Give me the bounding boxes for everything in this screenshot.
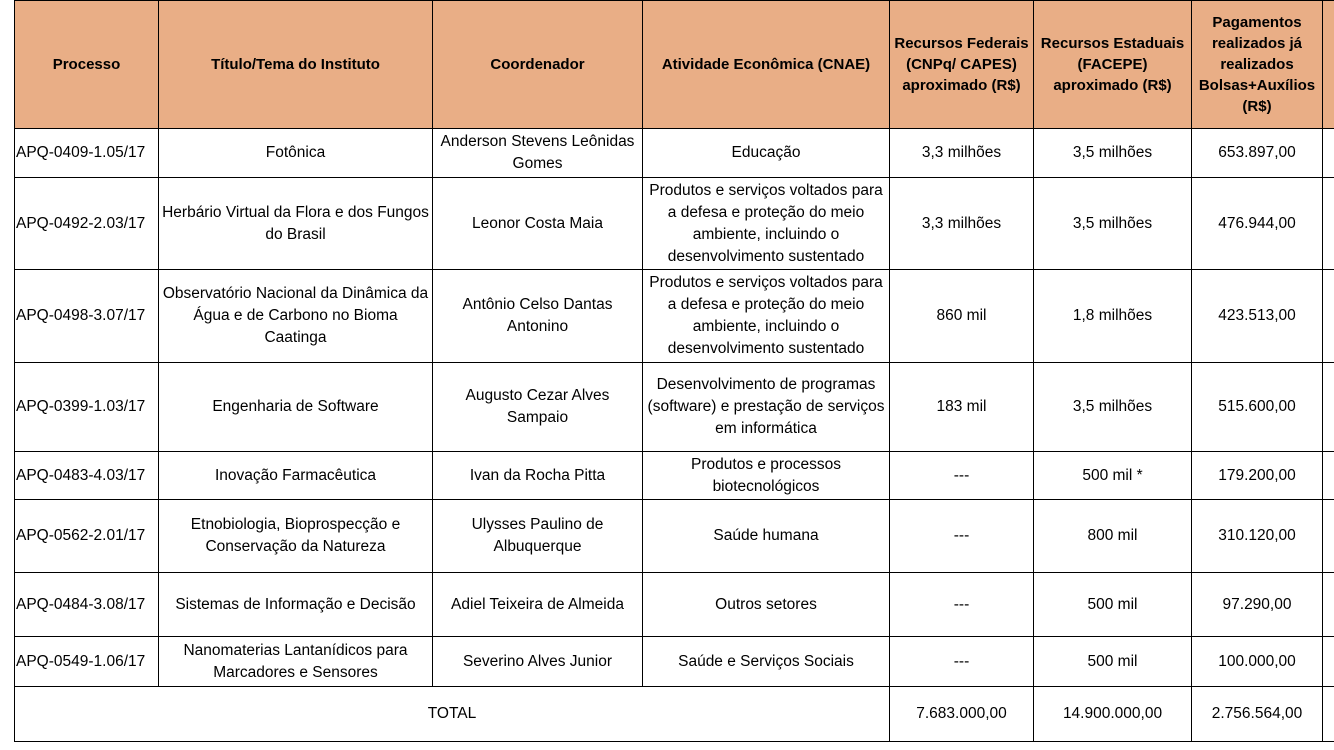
cell-pagamentos: 653.897,00 bbox=[1192, 129, 1323, 178]
header-coordenador: Coordenador bbox=[433, 1, 643, 129]
cell-processo: APQ-0562-2.01/17 bbox=[15, 500, 159, 573]
cell-cut bbox=[1323, 687, 1334, 742]
cell-estaduais: 500 mil bbox=[1034, 573, 1192, 637]
header-cut-column bbox=[1323, 1, 1334, 129]
cell-estaduais: 3,5 milhões bbox=[1034, 178, 1192, 270]
cell-federais: 3,3 milhões bbox=[890, 129, 1034, 178]
cell-pagamentos: 100.000,00 bbox=[1192, 637, 1323, 687]
cell-processo: APQ-0399-1.03/17 bbox=[15, 363, 159, 452]
header-processo: Processo bbox=[15, 1, 159, 129]
table-row bbox=[15, 363, 1334, 452]
cell-pagamentos: 423.513,00 bbox=[1192, 270, 1323, 363]
cell-estaduais: 3,5 milhões bbox=[1034, 129, 1192, 178]
cell-cut bbox=[1323, 452, 1334, 500]
cell-atividade: Saúde humana bbox=[643, 500, 890, 573]
cell-cut bbox=[1323, 573, 1334, 637]
cell-processo: APQ-0549-1.06/17 bbox=[15, 637, 159, 687]
cell-titulo: Herbário Virtual da Flora e dos Fungos do Brasil bbox=[159, 178, 433, 270]
cell-titulo: Engenharia de Software bbox=[159, 363, 433, 452]
cell-cut bbox=[1323, 363, 1334, 452]
table-row bbox=[15, 500, 1334, 573]
cell-atividade: Saúde e Serviços Sociais bbox=[643, 637, 890, 687]
cell-atividade: Educação bbox=[643, 129, 890, 178]
cell-titulo: Etnobiologia, Bioprospecção e Conservação da Natureza bbox=[159, 500, 433, 573]
cell-atividade: Desenvolvimento de programas (software) e prestação de serviços em informática bbox=[643, 363, 890, 452]
cell-titulo: Nanomaterias Lantanídicos para Marcadores e Sensores bbox=[159, 637, 433, 687]
cell-titulo: Observatório Nacional da Dinâmica da Água e de Carbono no Bioma Caatinga bbox=[159, 270, 433, 363]
header-atividade: Atividade Econômica (CNAE) bbox=[643, 1, 890, 129]
cell-cut bbox=[1323, 178, 1334, 270]
table-row bbox=[15, 270, 1334, 363]
cell-titulo: Fotônica bbox=[159, 129, 433, 178]
cell-pagamentos: 476.944,00 bbox=[1192, 178, 1323, 270]
table-row bbox=[15, 452, 1334, 500]
cell-atividade: Produtos e processos biotecnológicos bbox=[643, 452, 890, 500]
header-titulo: Título/Tema do Instituto bbox=[159, 1, 433, 129]
cell-processo: APQ-0483-4.03/17 bbox=[15, 452, 159, 500]
cell-federais: --- bbox=[890, 573, 1034, 637]
cell-processo: APQ-0492-2.03/17 bbox=[15, 178, 159, 270]
cell-coordenador: Ulysses Paulino de Albuquerque bbox=[433, 500, 643, 573]
cell-estaduais: 1,8 milhões bbox=[1034, 270, 1192, 363]
cell-cut bbox=[1323, 129, 1334, 178]
cell-pagamentos: 515.600,00 bbox=[1192, 363, 1323, 452]
cell-estaduais: 500 mil * bbox=[1034, 452, 1192, 500]
cell-titulo: Inovação Farmacêutica bbox=[159, 452, 433, 500]
cell-coordenador: Ivan da Rocha Pitta bbox=[433, 452, 643, 500]
cell-atividade: Produtos e serviços voltados para a defesa e proteção do meio ambiente, incluindo o desenvolvimento sustentado bbox=[643, 178, 890, 270]
funding-table bbox=[14, 0, 1334, 742]
table-row bbox=[15, 178, 1334, 270]
cell-coordenador: Augusto Cezar Alves Sampaio bbox=[433, 363, 643, 452]
cell-atividade: Produtos e serviços voltados para a defesa e proteção do meio ambiente, incluindo o desenvolvimento sustentado bbox=[643, 270, 890, 363]
header-row bbox=[15, 1, 1334, 129]
cell-federais: --- bbox=[890, 637, 1034, 687]
cell-atividade: Outros setores bbox=[643, 573, 890, 637]
total-label: TOTAL bbox=[15, 687, 890, 742]
table-row bbox=[15, 129, 1334, 178]
cell-estaduais: 800 mil bbox=[1034, 500, 1192, 573]
cell-federais: 860 mil bbox=[890, 270, 1034, 363]
cell-cut bbox=[1323, 637, 1334, 687]
header-pagamentos: Pagamentos realizados já realizados Bolsas+Auxílios (R$) bbox=[1192, 1, 1323, 129]
cell-processo: APQ-0409-1.05/17 bbox=[15, 129, 159, 178]
cell-cut bbox=[1323, 270, 1334, 363]
cell-coordenador: Severino Alves Junior bbox=[433, 637, 643, 687]
cell-coordenador: Antônio Celso Dantas Antonino bbox=[433, 270, 643, 363]
cell-titulo: Sistemas de Informação e Decisão bbox=[159, 573, 433, 637]
header-recursos-federais: Recursos Federais (CNPq/ CAPES) aproximado (R$) bbox=[890, 1, 1034, 129]
cell-federais: --- bbox=[890, 500, 1034, 573]
cell-processo: APQ-0498-3.07/17 bbox=[15, 270, 159, 363]
cell-pagamentos: 97.290,00 bbox=[1192, 573, 1323, 637]
cell-pagamentos: 310.120,00 bbox=[1192, 500, 1323, 573]
table-row bbox=[15, 637, 1334, 687]
table-row bbox=[15, 573, 1334, 637]
total-pagamentos: 2.756.564,00 bbox=[1192, 687, 1323, 742]
cell-processo: APQ-0484-3.08/17 bbox=[15, 573, 159, 637]
cell-federais: 3,3 milhões bbox=[890, 178, 1034, 270]
cell-cut bbox=[1323, 500, 1334, 573]
cell-federais: --- bbox=[890, 452, 1034, 500]
header-recursos-estaduais: Recursos Estaduais (FACEPE) aproximado (R$) bbox=[1034, 1, 1192, 129]
total-row bbox=[15, 687, 1334, 742]
cell-estaduais: 500 mil bbox=[1034, 637, 1192, 687]
cell-coordenador: Leonor Costa Maia bbox=[433, 178, 643, 270]
cell-coordenador: Anderson Stevens Leônidas Gomes bbox=[433, 129, 643, 178]
total-federais: 7.683.000,00 bbox=[890, 687, 1034, 742]
cell-pagamentos: 179.200,00 bbox=[1192, 452, 1323, 500]
cell-federais: 183 mil bbox=[890, 363, 1034, 452]
cell-coordenador: Adiel Teixeira de Almeida bbox=[433, 573, 643, 637]
total-estaduais: 14.900.000,00 bbox=[1034, 687, 1192, 742]
cell-estaduais: 3,5 milhões bbox=[1034, 363, 1192, 452]
